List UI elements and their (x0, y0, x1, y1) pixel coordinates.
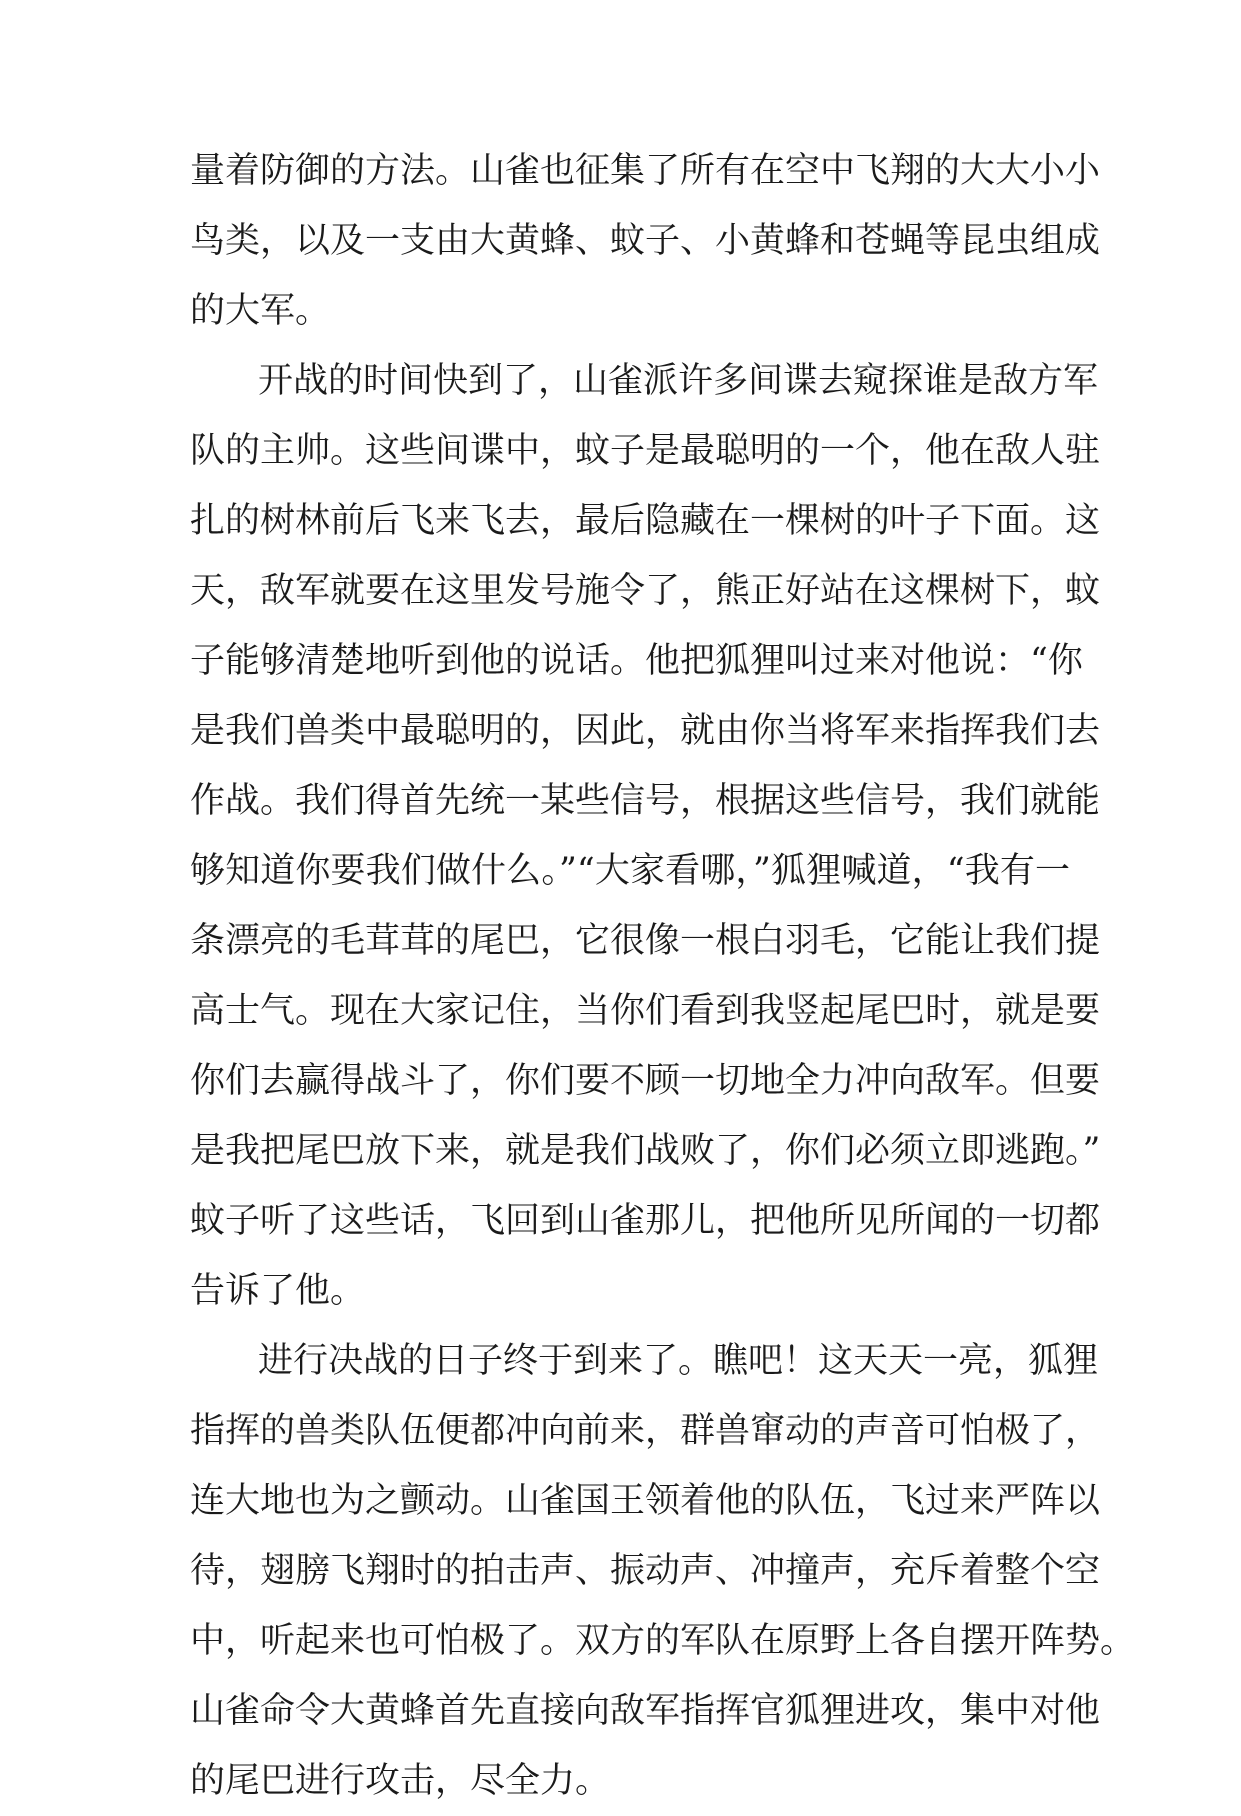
text-line: 指挥的兽类队伍便都冲向前来，群兽窜动的声音可怕极了， (190, 1411, 1101, 1451)
text-line: 鸟类，以及一支由大黄蜂、蚊子、小黄蜂和苍蝇等昆虫组成 (190, 221, 1101, 261)
text-line: 是我们兽类中最聪明的，因此，就由你当将军来指挥我们去 (190, 711, 1101, 751)
text-line: 高士气。现在大家记住，当你们看到我竖起尾巴时，就是要 (190, 991, 1101, 1031)
text-line: 进行决战的日子终于到来了。瞧吧！这天天一亮，狐狸 (258, 1341, 1099, 1381)
text-line: 子能够清楚地听到他的说话。他把狐狸叫过来对他说：“你 (190, 641, 1083, 681)
text-line: 够知道你要我们做什么。”“大家看哪，”狐狸喊道，“我有一 (190, 851, 1070, 891)
text-line: 山雀命令大黄蜂首先直接向敌军指挥官狐狸进攻，集中对他 (190, 1691, 1101, 1731)
text-line: 条漂亮的毛茸茸的尾巴，它很像一根白羽毛，它能让我们提 (190, 921, 1101, 961)
text-line: 中，听起来也可怕极了。双方的军队在原野上各自摆开阵势。 (190, 1621, 1136, 1661)
text-line: 你们去赢得战斗了，你们要不顾一切地全力冲向敌军。但要 (190, 1061, 1101, 1101)
text-line: 开战的时间快到了，山雀派许多间谍去窥探谁是敌方军 (258, 361, 1099, 401)
body-text (190, 136, 1136, 1816)
text-line: 队的主帅。这些间谍中，蚊子是最聪明的一个，他在敌人驻 (190, 431, 1101, 471)
text-line: 量着防御的方法。山雀也征集了所有在空中飞翔的大大小小 (190, 151, 1101, 191)
text-line: 连大地也为之颤动。山雀国王领着他的队伍，飞过来严阵以 (190, 1481, 1101, 1521)
text-line: 蚊子听了这些话，飞回到山雀那儿，把他所见所闻的一切都 (190, 1201, 1101, 1241)
text-line: 的大军。 (190, 291, 331, 331)
text-line: 是我把尾巴放下来，就是我们战败了，你们必须立即逃跑。” (190, 1131, 1101, 1171)
text-line: 告诉了他。 (190, 1271, 366, 1311)
text-line: 作战。我们得首先统一某些信号，根据这些信号，我们就能 (190, 781, 1101, 821)
text-line: 扎的树林前后飞来飞去，最后隐藏在一棵树的叶子下面。这 (190, 501, 1101, 541)
text-line: 的尾巴进行攻击，尽全力。 (190, 1761, 611, 1801)
text-line: 待，翅膀飞翔时的拍击声、振动声、冲撞声，充斥着整个空 (190, 1551, 1101, 1591)
text-line: 天，敌军就要在这里发号施令了，熊正好站在这棵树下，蚊 (190, 571, 1101, 611)
